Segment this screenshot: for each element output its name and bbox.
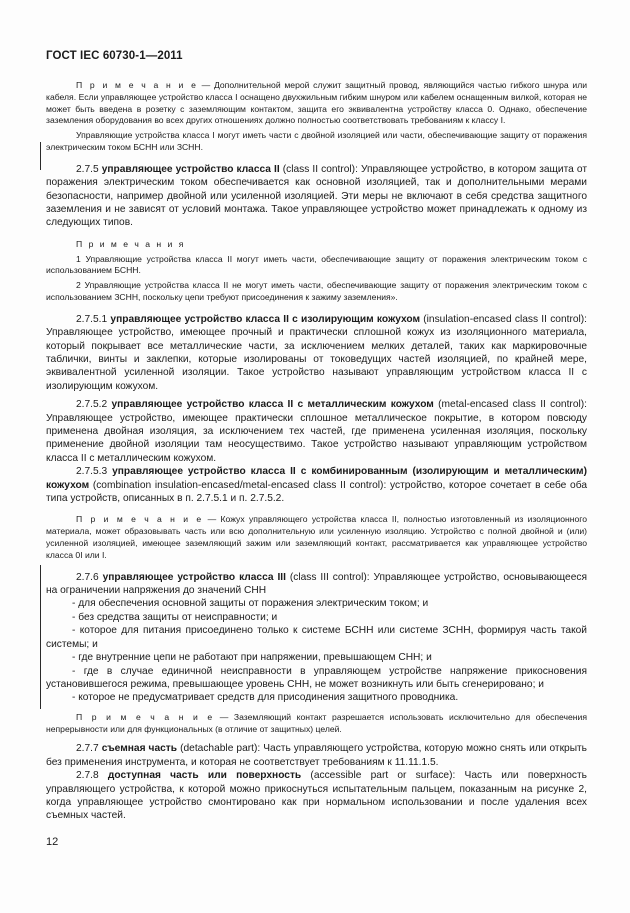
list-item: - где в случае единичной неисправности в управляющем устройстве напряжение прикосновения установившегося режима, превышающее уровень СНН, не может возникнуть или быть сгенерировано; и (46, 665, 587, 690)
change-bar (40, 142, 41, 170)
clause-number: 2.7.7 (76, 743, 102, 755)
note-earthing-contact (46, 712, 587, 736)
note-class-ii-encasement (46, 514, 587, 561)
note-class-i-parts: Управляющие устройства класса I могут иметь части с двойной изоляцией или части, обеспечивающие защиту от поражения электрическим током БСНН или ЗСНН. (46, 130, 587, 152)
clause-term: доступная часть или поверхность (107, 770, 302, 782)
clause-term: управляющее устройство класса II с изолирующим кожухом (110, 313, 421, 325)
note-label: П р и м е ч а н и е (76, 514, 204, 525)
clause-term: управляющее устройство класса II (101, 163, 280, 175)
clause-2-7-6 (46, 571, 587, 598)
note-text: — Заземляющий контакт разрешается использовать исключительно для обеспечения непрерывности или для функциональных (в отличие от защитных) целей. (46, 711, 587, 734)
clause-number: 2.7.8 (76, 770, 108, 782)
note-protective-conductor (46, 80, 587, 127)
note-label: П р и м е ч а н и е (76, 711, 215, 722)
clause-number: 2.7.6 (76, 571, 103, 583)
clause-text: (class III control): Управляющее устройство, основывающееся на ограничении напряжения до значений СНН (46, 571, 587, 597)
note-label: П р и м е ч а н и е (76, 80, 198, 90)
clause-text: (class II control): Управляющее устройство, в котором защита от поражения электрическим током обеспечивается как основной изоляцией, так и дополнительными мерами безопасности, например двойной или усиленной изоляцией. Эти меры не включают в себя средства защитного заземления и не зависят от условий монтажа. Такое управляющее устройство может принадлежать к одному из следующих типов. (46, 163, 587, 229)
list-item: - для обеспечения основной защиты от поражения электрическим током; и (72, 598, 429, 610)
clause-text: (accessible part or surface): Часть или поверхность управляющего устройства, к которой можно прикоснуться испытательным пальцем, показанным на рисунке 2, когда управляющее устройство смонтировано как при нормальном использовании и после удаления всех съемных частей. (46, 770, 587, 822)
clause-term: управляющее устройство класса II с комбинированным (изолирующим и металлическим) кожухом (46, 466, 587, 491)
clause-term: управляющее устройство класса II с металлическим кожухом (111, 399, 434, 411)
page-header: ГОСТ IEC 60730-1—2011 (46, 50, 183, 62)
clause-text: (metal-encased class II control): Управляющее устройство, имеющее практически сплошное металлическое покрытие, в котором повсюду применена двойная изоляция, за исключением тех частей, где применена усиленная изоляция, поскольку применение двойной изоляции там неосуществимо. Такое устройство называют управляющим устройством класса II с металлическим кожухом. (46, 399, 587, 464)
note-item-1: 1 Управляющие устройства класса II могут иметь части, обеспечивающие защиту от поражения электрическим током с использованием БСНН. (46, 253, 587, 276)
clause-number: 2.7.5.2 (76, 399, 112, 411)
clause-2-7-5-1 (46, 313, 587, 393)
clause-number: 2.7.5.1 (76, 313, 111, 325)
document-body (46, 80, 587, 823)
note-text: — Дополнительной мерой служит защитный провод, являющийся частью гибкого шнура или кабеля. Если управляющее устройство класса I оснащено двухжильным гибким шнуром или кабелем оснащенным вилкой, которая не может быть введена в розетку с заземляющим контактом, защита его эквивалентна устройству класса 0. Однако, обеспечение заземления оборудования во всех других отношениях должно полностью соответствовать требованиям к классу I. (46, 80, 588, 126)
list-item: - которое не предусматривает средств для присодинения защитного проводника. (72, 692, 459, 704)
clause-number: 2.7.5 (76, 163, 102, 175)
clause-text: (combination insulation-encased/metal-encased class II control): устройство, которое сочетает в себе оба типа устройств, описанных в п. 2.7.5.1 и п. 2.7.5.2. (46, 479, 587, 505)
list-item: - без средства защиты от неисправности; и (72, 611, 278, 623)
clause-number: 2.7.5.3 (76, 466, 113, 478)
clause-2-7-5-3 (46, 465, 587, 505)
clause-text: (insulation-encased class II control): Управляющее устройство, имеющее прочный и практически сплошной кожух из изоляционного материала, который покрывает все металлические части, за исключением мелких деталей, таких как маркировочные таблички, винты и заклепки, которые изолированы от токоведущих частей изоляцией, по крайней мере, эквивалентной усиленной изоляции. Такое устройство называют управляющим устройством класса II с изолирующим кожухом. (46, 313, 587, 392)
clause-2-7-7 (46, 742, 587, 769)
clause-2-7-8 (46, 769, 587, 823)
clause-term: съемная часть (101, 743, 178, 755)
list-item: - которое для питания присоединено только к системе БСНН или системе ЗСНН, формируя часть такой системы; и (46, 625, 587, 650)
page-number: 12 (46, 836, 59, 848)
note-item-2: 2 Управляющие устройства класса II не могут иметь части, обеспечивающие защиту от поражения электрическим током с использованием ЗСНН, поскольку цепи требуют присоединения к зажиму заземления». (46, 280, 587, 302)
clause-2-7-5-2 (46, 398, 587, 465)
list-item: - где внутренние цепи не работают при напряжении, превышающем СНН; и (72, 652, 432, 664)
note-text: — Кожух управляющего устройства класса II, полностью изготовленный из изоляционного материала, может образовывать часть или всю дополнительную или усиленную изоляцию. Устройство с полной двойной и (или) усиленной изоляцией, имеющее заземляющий зажим или заземляющий контакт, рассматривается как управляющее устройство класса 0I или I. (46, 514, 588, 560)
notes-label: П р и м е ч а н и я (76, 238, 186, 249)
clause-2-7-5 (46, 163, 587, 230)
clause-term: управляющее устройство класса III (102, 571, 286, 583)
clause-text: (detachable part): Часть управляющего устройства, которую можно снять или открыть без применения инструмента, и которая не соответствует требованиям к 11.11.1.5. (46, 743, 587, 768)
change-bar (40, 565, 41, 709)
